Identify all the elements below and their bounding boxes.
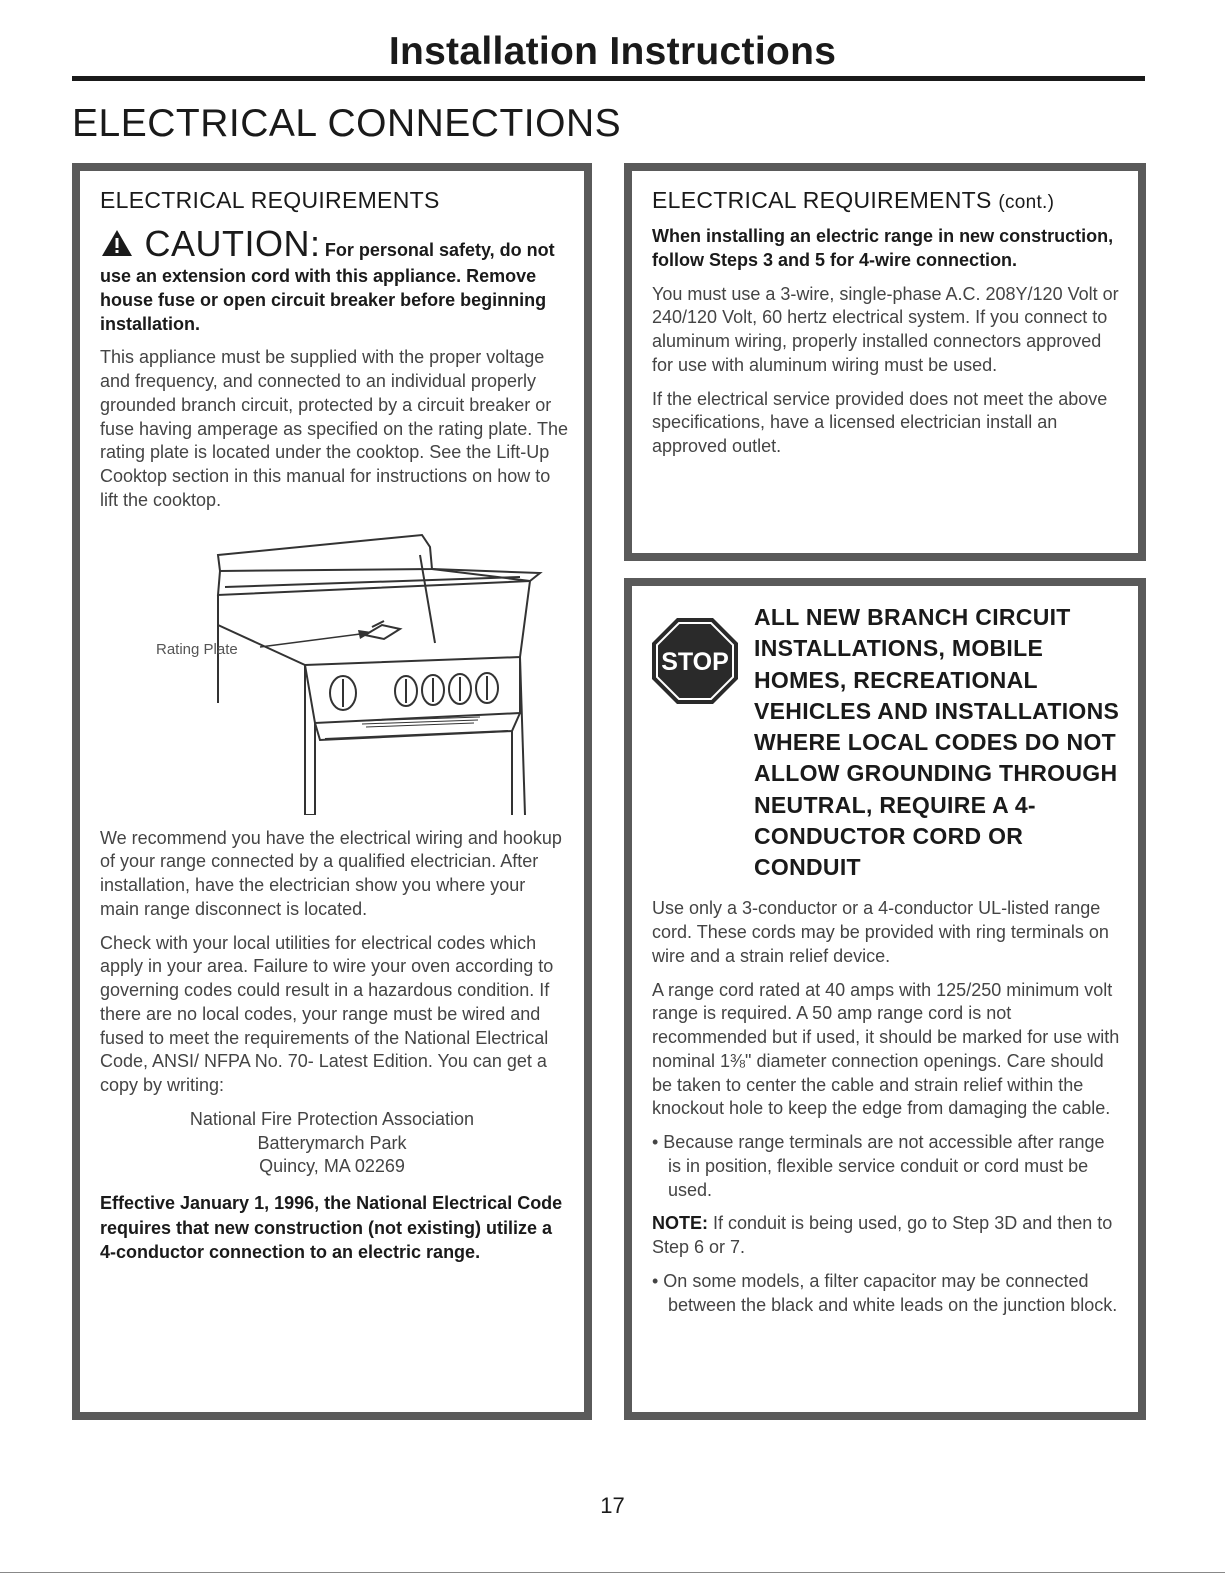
stop-sign-label: STOP — [661, 648, 729, 676]
bullet-item: • Because range terminals are not accessible after range is in position, flexible service conduit or cord must be used. — [652, 1132, 1105, 1200]
cord-rating-paragraph: A range cord rated at 40 amps with 125/250 minimum volt range is required. A 50 amp range cord is not recommended but if used, it should be marked for use with nominal 1⅜" diameter connection openings. Care should be taken to center the cable and strain relief within the knockout hole to keep the edge from damaging the cable. — [652, 979, 1120, 1119]
panel-heading-text: ELECTRICAL REQUIREMENTS — [652, 187, 992, 213]
page-header-title: Installation Instructions — [388, 30, 837, 73]
electrical-requirements-cont-panel — [624, 163, 1146, 561]
caution-text: For personal safety, do not — [324, 240, 555, 260]
four-conductor-panel — [624, 578, 1146, 1420]
supply-paragraph: This appliance must be supplied with the proper voltage and frequency, and connected to an individual properly grounded branch circuit, protected by a circuit breaker or fuse having amperage as specified on the rating plate. The rating plate is located under the cooktop. See the Lift-Up Cooktop section in this manual for instructions on how to lift the cooktop. — [100, 347, 568, 510]
rating-plate-label: Rating Plate — [156, 640, 238, 658]
panel-heading — [652, 187, 1122, 214]
cord-type-paragraph: Use only a 3-conductor or a 4-conductor UL-listed range cord. These cords may be provided with ring terminals on wire and a strain relief device. — [652, 898, 1109, 966]
section-title: ELECTRICAL CONNECTIONS — [72, 102, 622, 145]
new-construction-note: When installing an electric range in new construction, follow Steps 3 and 5 for 4-wire connection. — [652, 226, 1114, 271]
bullet-item: • On some models, a filter capacitor may be connected between the black and white leads on the junction block. — [652, 1270, 1118, 1315]
electrical-requirements-panel — [72, 163, 592, 1420]
caution-detail: use an extension cord with this appliance. Remove house fuse or open circuit breaker before beginning installation. — [100, 265, 547, 335]
service-paragraph: If the electrical service provided does not meet the above specifications, have a licensed electrician install an approved outlet. — [652, 388, 1108, 457]
stop-heading: ALL NEW BRANCH CIRCUIT INSTALLATIONS, MOBILE HOMES, RECREATIONAL VEHICLES AND INSTALLATIONS WHERE LOCAL CODES DO NOT ALLOW GROUNDING THROUGH NEUTRAL, REQUIRE A 4-CONDUCTOR CORD OR CONDUIT — [754, 604, 1120, 881]
page-number: 17 — [600, 1493, 625, 1518]
address-line: Batterymarch Park — [257, 1132, 407, 1153]
stop-warning — [650, 602, 1122, 883]
stop-sign-icon — [650, 616, 740, 706]
codes-paragraph: Check with your local utilities for electrical codes which apply in your area. Failure to wire your oven according to governing codes could result in a hazardous condition. If there are no local codes, your range must be wired and fused to meet the requirements of the National Electrical Code, ANSI/ NFPA No. 70- Latest Edition. You can get a copy by writing: — [100, 932, 554, 1096]
effective-date-note: Effective January 1, 1996, the National Electrical Code requires that new construction (not existing) utilize a 4-conductor connection to an electric range. — [100, 1193, 563, 1262]
address-line: National Fire Protection Association — [189, 1108, 475, 1129]
conduit-note — [652, 1212, 1122, 1260]
range-rating-plate-illustration — [100, 525, 580, 815]
panel-heading: ELECTRICAL REQUIREMENTS — [100, 187, 440, 213]
nfpa-address — [96, 1108, 568, 1179]
range-drawing — [100, 525, 580, 815]
address-line: Quincy, MA 02269 — [259, 1156, 405, 1177]
warning-triangle-icon — [100, 228, 134, 258]
caution-line — [100, 224, 568, 264]
panel-heading-suffix: (cont.) — [998, 192, 1055, 213]
note-label: NOTE: — [652, 1213, 708, 1234]
note-text: If conduit is being used, go to Step 3D and then to Step 6 or 7. — [652, 1213, 1113, 1258]
header-rule — [72, 76, 1145, 81]
caution-word: CAUTION: — [144, 223, 321, 264]
bottom-rule — [0, 1572, 1225, 1573]
recommend-paragraph: We recommend you have the electrical wiring and hookup of your range connected by a qualified electrician. After installation, have the electrician show you where your main range disconnect is located. — [100, 827, 562, 919]
wiring-system-paragraph: You must use a 3-wire, single-phase A.C. 208Y/120 Volt or 240/120 Volt, 60 hertz electrical system. If you connect to aluminum wiring, properly installed connectors approved for use with aluminum wiring must be used. — [652, 283, 1119, 375]
